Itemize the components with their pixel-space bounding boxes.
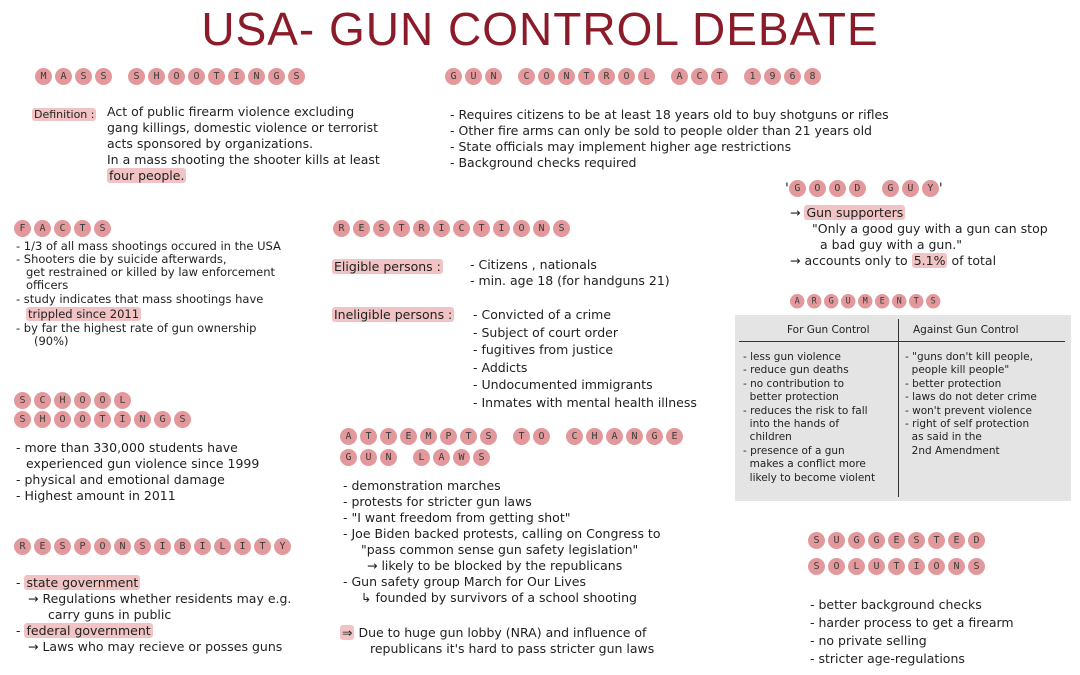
heading-letter-bubble: S: [968, 558, 985, 575]
heading-letter-bubble: I: [228, 68, 245, 85]
heading-letter-bubble: O: [928, 558, 945, 575]
heading-letter-bubble: T: [473, 220, 490, 237]
attempts-conclusion: [340, 625, 654, 657]
heading-letter-bubble: I: [433, 220, 450, 237]
list-item: - physical and emotional damage: [16, 472, 225, 487]
heading-letter-bubble: T: [254, 538, 271, 555]
heading-letter-bubble: S: [553, 220, 570, 237]
table-divider: [739, 341, 1065, 342]
heading-letter-bubble: L: [114, 392, 131, 409]
heading-letter-bubble: R: [413, 220, 430, 237]
heading-letter-bubble: S: [14, 392, 31, 409]
heading-letter-bubble: U: [828, 532, 845, 549]
heading-letter-bubble: T: [928, 532, 945, 549]
good-guy-quote: a bad guy with a gun.": [820, 237, 962, 252]
table-divider: [898, 319, 899, 497]
heading-letter-bubble: N: [533, 220, 550, 237]
school-shootings-heading-1: [14, 392, 131, 409]
facts-heading: [14, 220, 111, 237]
heading-letter-bubble: M: [858, 294, 872, 308]
heading-letter-bubble: E: [666, 428, 683, 445]
heading-letter-bubble: P: [440, 428, 457, 445]
definition-line: four people.: [109, 168, 185, 183]
heading-letter-bubble: O: [828, 558, 845, 575]
heading-letter-bubble: I: [493, 220, 510, 237]
heading-letter-bubble: I: [194, 538, 211, 555]
list-item: - "I want freedom from getting shot": [343, 510, 571, 525]
heading-letter-bubble: I: [908, 558, 925, 575]
heading-letter-bubble: E: [875, 294, 889, 308]
heading-letter-bubble: N: [626, 428, 643, 445]
good-guy-quote: "Only a good guy with a gun can stop: [812, 221, 1048, 236]
heading-letter-bubble: C: [566, 428, 583, 445]
list-item: - harder process to get a firearm: [810, 615, 1014, 630]
heading-letter-bubble: T: [888, 558, 905, 575]
heading-letter-bubble: S: [94, 220, 111, 237]
heading-letter-bubble: 6: [784, 68, 801, 85]
heading-letter-bubble: W: [453, 449, 470, 466]
heading-letter-bubble: N: [248, 68, 265, 85]
heading-letter-bubble: C: [518, 68, 535, 85]
heading-letter-bubble: U: [868, 558, 885, 575]
list-item: - protests for stricter gun laws: [343, 494, 532, 509]
heading-letter-bubble: S: [174, 411, 191, 428]
restrictions-heading: [333, 220, 570, 237]
heading-letter-bubble: T: [380, 428, 397, 445]
list-item: - Background checks required: [450, 155, 637, 170]
heading-letter-bubble: N: [134, 411, 151, 428]
heading-letter-bubble: T: [74, 220, 91, 237]
heading-letter-bubble: G: [646, 428, 663, 445]
conclusion-line: Due to huge gun lobby (NRA) and influence of: [358, 625, 647, 640]
heading-letter-bubble: S: [473, 449, 490, 466]
arguments-table: [735, 315, 1071, 501]
responsibility-heading: [14, 538, 291, 555]
heading-letter-bubble: S: [134, 538, 151, 555]
heading-letter-bubble: E: [34, 538, 51, 555]
heading-letter-bubble: U: [902, 180, 919, 197]
heading-letter-bubble: G: [445, 68, 462, 85]
heading-letter-bubble: H: [34, 411, 51, 428]
heading-letter-bubble: S: [128, 68, 145, 85]
heading-letter-bubble: O: [74, 411, 91, 428]
heading-letter-bubble: L: [214, 538, 231, 555]
heading-letter-bubble: S: [808, 558, 825, 575]
state-government-text: carry guns in public: [48, 607, 172, 622]
attempts-list: [343, 478, 660, 606]
suggested-list: [810, 596, 1014, 668]
list-item: - demonstration marches: [343, 478, 501, 493]
against-arguments: - "guns don't kill people, people kill people" - better protection - laws do not deter crime - won't prevent violence - right of self protection as said in the 2nd Amendment: [905, 351, 1037, 457]
definition-line: gang killings, domestic violence or terrorist: [107, 120, 379, 135]
heading-letter-bubble: G: [848, 532, 865, 549]
list-item: get restrained or killed by law enforcement: [26, 265, 276, 279]
attempts-heading-1: [340, 428, 683, 445]
heading-letter-bubble: T: [94, 411, 111, 428]
heading-letter-bubble: L: [848, 558, 865, 575]
heading-letter-bubble: H: [148, 68, 165, 85]
list-item: officers: [26, 278, 69, 292]
heading-letter-bubble: N: [380, 449, 397, 466]
heading-letter-bubble: S: [926, 294, 940, 308]
good-guy-bubbles: [789, 180, 939, 197]
column-header-for: For Gun Control: [787, 324, 870, 336]
heading-letter-bubble: O: [94, 392, 111, 409]
heading-letter-bubble: O: [54, 411, 71, 428]
list-item: - by far the highest rate of gun ownership: [16, 321, 257, 335]
gun-supporters-label: Gun supporters: [806, 205, 904, 220]
heading-letter-bubble: O: [809, 180, 826, 197]
good-guy-body: → Gun supporters "Only a good guy with a gun can stop a bad guy with a gun." → accounts only to 5.1% of total: [790, 205, 1048, 268]
heading-letter-bubble: T: [360, 428, 377, 445]
list-item: - Subject of court order: [473, 324, 618, 340]
heading-letter-bubble: N: [948, 558, 965, 575]
accounts-text: accounts only to: [804, 253, 908, 268]
accounts-value: 5.1%: [913, 253, 946, 268]
facts-list: [16, 240, 281, 348]
heading-letter-bubble: U: [360, 449, 377, 466]
list-item: ↳ founded by survivors of a school shooting: [361, 590, 637, 605]
heading-letter-bubble: S: [373, 220, 390, 237]
heading-letter-bubble: R: [333, 220, 350, 237]
heading-letter-bubble: F: [14, 220, 31, 237]
definition-label: Definition :: [34, 108, 95, 121]
responsibility-list: - state government → Regulations whether residents may e.g. carry guns in public - federal government → Laws who may recieve or posses guns: [16, 575, 292, 654]
heading-letter-bubble: S: [14, 411, 31, 428]
heading-letter-bubble: A: [34, 220, 51, 237]
federal-government-label: federal government: [26, 623, 151, 638]
school-shootings-list: [16, 440, 259, 504]
heading-letter-bubble: A: [55, 68, 72, 85]
heading-letter-bubble: E: [888, 532, 905, 549]
list-item: - Requires citizens to be at least 18 years old to buy shotguns or rifles: [450, 107, 889, 122]
heading-letter-bubble: G: [268, 68, 285, 85]
list-item: - better background checks: [810, 597, 982, 612]
heading-letter-bubble: G: [154, 411, 171, 428]
state-government-text: Regulations whether residents may e.g.: [42, 591, 292, 606]
heading-letter-bubble: 9: [764, 68, 781, 85]
gun-control-act-list: [450, 107, 889, 171]
heading-letter-bubble: N: [485, 68, 502, 85]
heading-letter-bubble: C: [691, 68, 708, 85]
list-item: "pass common sense gun safety legislation": [361, 542, 639, 557]
heading-letter-bubble: G: [882, 180, 899, 197]
arrow-icon: ⇒: [342, 625, 353, 640]
list-item: - more than 330,000 students have: [16, 440, 238, 455]
list-item: - Joe Biden backed protests, calling on Congress to: [343, 526, 661, 541]
list-item: → likely to be blocked by the republicans: [367, 558, 623, 573]
suggested-heading-2: [808, 558, 985, 575]
list-item: - State officials may implement higher age restrictions: [450, 139, 792, 154]
heading-letter-bubble: A: [606, 428, 623, 445]
definition-line: Act of public firearm violence excluding: [107, 104, 355, 119]
list-item: - Citizens , nationals: [470, 257, 597, 272]
heading-letter-bubble: Y: [274, 538, 291, 555]
heading-letter-bubble: E: [353, 220, 370, 237]
heading-letter-bubble: G: [789, 180, 806, 197]
gun-control-act-heading: [445, 68, 821, 85]
list-item: experienced gun violence since 1999: [26, 456, 260, 471]
eligible-list: [470, 257, 670, 289]
list-item: - study indicates that mass shootings have: [16, 292, 264, 306]
list-item: - no private selling: [810, 633, 927, 648]
heading-letter-bubble: D: [849, 180, 866, 197]
heading-letter-bubble: S: [480, 428, 497, 445]
heading-letter-bubble: S: [54, 538, 71, 555]
heading-letter-bubble: G: [340, 449, 357, 466]
list-item: - stricter age-regulations: [810, 651, 965, 666]
heading-letter-bubble: 1: [744, 68, 761, 85]
heading-letter-bubble: T: [909, 294, 923, 308]
heading-letter-bubble: R: [598, 68, 615, 85]
heading-letter-bubble: G: [824, 294, 838, 308]
heading-letter-bubble: S: [808, 532, 825, 549]
heading-letter-bubble: E: [400, 428, 417, 445]
heading-letter-bubble: N: [892, 294, 906, 308]
heading-letter-bubble: N: [114, 538, 131, 555]
heading-letter-bubble: S: [288, 68, 305, 85]
list-item: - Undocumented immigrants: [473, 377, 653, 392]
heading-letter-bubble: L: [413, 449, 430, 466]
heading-letter-bubble: C: [54, 220, 71, 237]
heading-letter-bubble: O: [94, 538, 111, 555]
heading-letter-bubble: O: [618, 68, 635, 85]
definition-line: acts sponsored by organizations.: [107, 136, 314, 151]
heading-letter-bubble: T: [393, 220, 410, 237]
heading-letter-bubble: O: [188, 68, 205, 85]
heading-letter-bubble: I: [114, 411, 131, 428]
ineligible-label: Ineligible persons :: [334, 307, 453, 322]
heading-letter-bubble: T: [513, 428, 530, 445]
heading-letter-bubble: N: [558, 68, 575, 85]
conclusion-line: republicans it's hard to pass stricter gun laws: [370, 641, 655, 656]
state-government-label: state government: [26, 575, 139, 590]
school-shootings-heading-2: [14, 411, 191, 428]
heading-letter-bubble: R: [807, 294, 821, 308]
list-item: - Inmates with mental health illness: [473, 394, 697, 410]
list-item: - Addicts: [473, 359, 528, 375]
page-title: USA- GUN CONTROL DEBATE: [201, 3, 879, 55]
list-item: - Other fire arms can only be sold to people older than 21 years old: [450, 123, 872, 138]
list-item: (90%): [34, 334, 69, 348]
heading-letter-bubble: L: [638, 68, 655, 85]
heading-letter-bubble: U: [841, 294, 855, 308]
eligible-label: Eligible persons :: [334, 259, 441, 274]
heading-letter-bubble: Y: [922, 180, 939, 197]
heading-letter-bubble: A: [433, 449, 450, 466]
heading-letter-bubble: O: [538, 68, 555, 85]
heading-letter-bubble: T: [711, 68, 728, 85]
heading-letter-bubble: B: [174, 538, 191, 555]
heading-letter-bubble: R: [14, 538, 31, 555]
mass-shootings-definition: [107, 104, 380, 184]
heading-letter-bubble: A: [790, 294, 804, 308]
list-item: - Convicted of a crime: [473, 307, 612, 322]
definition-line: In a mass shooting the shooter kills at least: [107, 152, 380, 167]
heading-letter-bubble: O: [533, 428, 550, 445]
heading-letter-bubble: G: [868, 532, 885, 549]
heading-letter-bubble: P: [74, 538, 91, 555]
heading-letter-bubble: C: [34, 392, 51, 409]
heading-letter-bubble: T: [578, 68, 595, 85]
heading-letter-bubble: O: [168, 68, 185, 85]
list-item: - min. age 18 (for handguns 21): [470, 273, 670, 288]
heading-letter-bubble: O: [74, 392, 91, 409]
heading-letter-bubble: O: [513, 220, 530, 237]
heading-letter-bubble: S: [908, 532, 925, 549]
list-item: - Gun safety group March for Our Lives: [343, 574, 586, 589]
for-arguments: - less gun violence - reduce gun deaths - no contribution to better protection - reduces the risk to fall into the hands of children - presence of a gun makes a conflict more likely to become violent: [743, 351, 876, 484]
arguments-heading: [790, 294, 940, 308]
heading-letter-bubble: E: [948, 532, 965, 549]
heading-letter-bubble: C: [453, 220, 470, 237]
heading-letter-bubble: I: [234, 538, 251, 555]
heading-letter-bubble: A: [340, 428, 357, 445]
heading-letter-bubble: A: [671, 68, 688, 85]
heading-letter-bubble: U: [465, 68, 482, 85]
list-item: - Highest amount in 2011: [16, 488, 176, 503]
list-item: - 1/3 of all mass shootings occured in the USA: [16, 239, 281, 253]
suggested-heading-1: [808, 532, 985, 549]
column-header-against: Against Gun Control: [913, 324, 1019, 336]
accounts-suffix: of total: [951, 253, 997, 268]
heading-letter-bubble: S: [95, 68, 112, 85]
heading-letter-bubble: M: [420, 428, 437, 445]
heading-letter-bubble: T: [208, 68, 225, 85]
federal-government-text: Laws who may recieve or posses guns: [42, 639, 283, 654]
heading-letter-bubble: D: [968, 532, 985, 549]
list-item: - fugitives from justice: [473, 342, 614, 357]
attempts-heading-2: [340, 449, 490, 466]
heading-letter-bubble: S: [75, 68, 92, 85]
list-item: - Shooters die by suicide afterwards,: [16, 252, 227, 266]
list-item: trippled since 2011: [28, 307, 140, 321]
heading-letter-bubble: H: [54, 392, 71, 409]
heading-letter-bubble: I: [154, 538, 171, 555]
heading-letter-bubble: H: [586, 428, 603, 445]
good-guy-heading: ' G O O D G U Y ': [785, 180, 943, 197]
heading-letter-bubble: 8: [804, 68, 821, 85]
ineligible-list: [473, 306, 697, 411]
heading-letter-bubble: O: [829, 180, 846, 197]
heading-letter-bubble: M: [35, 68, 52, 85]
heading-letter-bubble: T: [460, 428, 477, 445]
mass-shootings-heading: [35, 68, 305, 85]
